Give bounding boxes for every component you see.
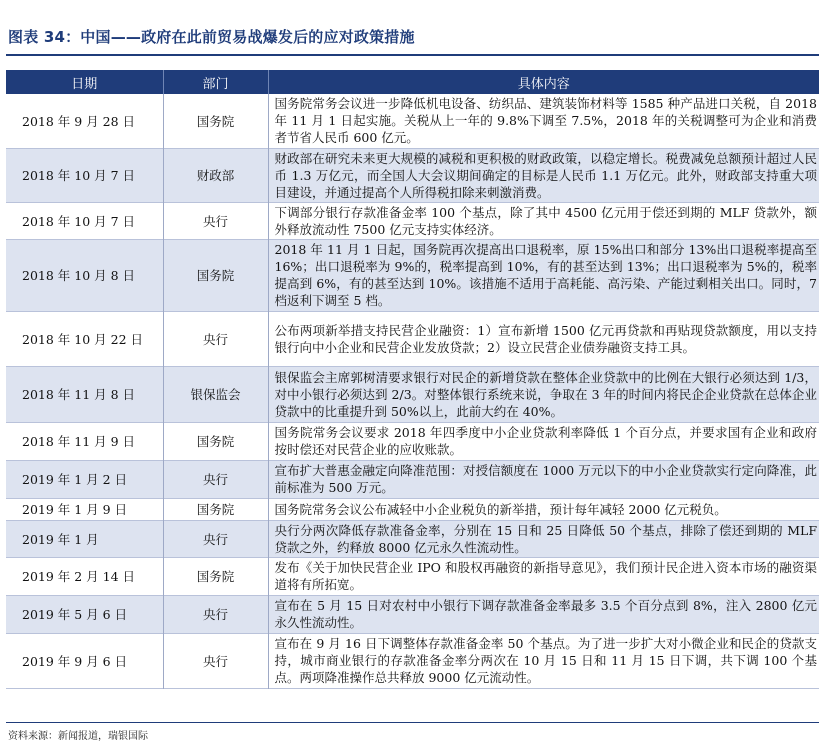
row-content: 公布两项新举措支持民营企业融资：1）宣布新增 1500 亿元再贷款和再贴现贷款额度，用以支持银行向中小企业和民营企业发放贷款；2）设立民营企业债券融资支持工具。 xyxy=(268,311,819,366)
row-content: 宣布扩大普惠金融定向降准范围：对授信额度在 1000 万元以下的中小企业贷款实行定向降准，此前标准为 500 万元。 xyxy=(268,460,819,498)
row-dept: 国务院 xyxy=(163,94,268,148)
row-content: 宣布在 5 月 15 日对农村中小银行下调存款准备金率最多 3.5 个百分点到 8%，注入 2800 亿元永久性流动性。 xyxy=(268,595,819,633)
table-row xyxy=(6,311,819,366)
policy-table xyxy=(6,70,819,689)
row-dept: 央行 xyxy=(163,202,268,239)
table-row xyxy=(6,366,819,422)
row-date: 2019 年 1 月 9 日 xyxy=(6,498,163,520)
table-row xyxy=(6,498,819,520)
row-dept: 央行 xyxy=(163,520,268,557)
row-dept: 国务院 xyxy=(163,239,268,311)
row-dept: 财政部 xyxy=(163,148,268,202)
source-note: 资料来源：新闻报道，瑞银国际 xyxy=(8,731,148,742)
row-date: 2019 年 1 月 xyxy=(6,520,163,557)
row-dept: 央行 xyxy=(163,595,268,633)
row-content: 下调部分银行存款准备金率 100 个基点，除了其中 4500 亿元用于偿还到期的 MLF 贷款外，额外释放流动性 7500 亿元支持实体经济。 xyxy=(268,202,819,239)
row-dept: 银保监会 xyxy=(163,366,268,422)
row-content: 财政部在研究未来更大规模的减税和更积极的财政政策，以稳定增长。税费减免总额预计超过人民币 1.3 万亿元，而全国人大会议期间确定的目标是人民币 1.1 万亿元。此外，财政部支持重大项目建设，并通过提高个人所得税扣除来刺激消费。 xyxy=(268,148,819,202)
row-date: 2018 年 11 月 9 日 xyxy=(6,422,163,460)
row-content: 发布《关于加快民营企业 IPO 和股权再融资的新指导意见》，我们预计民企进入资本市场的融资渠道将有所拓宽。 xyxy=(268,557,819,595)
title-divider xyxy=(6,54,819,56)
row-dept: 央行 xyxy=(163,311,268,366)
figure-title: 图表 34：中国——政府在此前贸易战爆发后的应对政策措施 xyxy=(8,28,415,46)
row-date: 2019 年 9 月 6 日 xyxy=(6,633,163,688)
table-row xyxy=(6,239,819,311)
row-content: 2018 年 11 月 1 日起，国务院再次提高出口退税率，原 15%出口和部分 13%出口退税率提高至 16%；出口退税率为 9%的，税率提高到 10%，有的甚至达到 13%；出口退税率为 5%的，税率提高到 6%，有的甚至达到 10%。该措施不适用于高耗能、高污染、产能过剩相关出口。同时，7 档返利下调至 5 档。 xyxy=(268,239,819,311)
row-date: 2018 年 11 月 8 日 xyxy=(6,366,163,422)
table-row xyxy=(6,633,819,688)
header-date: 日期 xyxy=(6,70,163,94)
row-date: 2018 年 10 月 8 日 xyxy=(6,239,163,311)
row-date: 2019 年 2 月 14 日 xyxy=(6,557,163,595)
table-header-row xyxy=(6,70,819,94)
table-row xyxy=(6,148,819,202)
table-row xyxy=(6,557,819,595)
row-content: 国务院常务会议进一步降低机电设备、纺织品、建筑装饰材料等 1585 种产品进口关税，自 2018 年 11 月 1 日起实施。关税从上一年的 9.8%下调至 7.5%，2018 年的关税调整可为企业和消费者节省人民币 600 亿元。 xyxy=(268,94,819,148)
row-dept: 央行 xyxy=(163,633,268,688)
table-row xyxy=(6,520,819,557)
header-dept: 部门 xyxy=(163,70,268,94)
row-date: 2019 年 1 月 2 日 xyxy=(6,460,163,498)
table-row xyxy=(6,202,819,239)
bottom-divider xyxy=(6,722,819,723)
row-date: 2018 年 10 月 7 日 xyxy=(6,148,163,202)
row-content: 央行分两次降低存款准备金率，分别在 15 日和 25 日降低 50 个基点，排除了偿还到期的 MLF 贷款之外，约释放 8000 亿元永久性流动性。 xyxy=(268,520,819,557)
row-dept: 央行 xyxy=(163,460,268,498)
table-row xyxy=(6,460,819,498)
row-content: 国务院常务会议要求 2018 年四季度中小企业贷款利率降低 1 个百分点，并要求国有企业和政府按时偿还对民营企业的应收账款。 xyxy=(268,422,819,460)
table-row xyxy=(6,595,819,633)
table-row xyxy=(6,94,819,148)
row-date: 2018 年 10 月 7 日 xyxy=(6,202,163,239)
row-dept: 国务院 xyxy=(163,498,268,520)
table-row xyxy=(6,422,819,460)
header-content: 具体内容 xyxy=(268,70,819,94)
row-date: 2018 年 9 月 28 日 xyxy=(6,94,163,148)
row-dept: 国务院 xyxy=(163,422,268,460)
row-content: 宣布在 9 月 16 日下调整体存款准备金率 50 个基点。为了进一步扩大对小微企业和民企的贷款支持，城市商业银行的存款准备金率分两次在 10 月 15 日和 11 月 15 日下调，共下调 100 个基点。两项降准操作总共释放 9000 亿元流动性。 xyxy=(268,633,819,688)
row-dept: 国务院 xyxy=(163,557,268,595)
row-date: 2019 年 5 月 6 日 xyxy=(6,595,163,633)
row-content: 国务院常务会议公布减轻中小企业税负的新举措，预计每年减轻 2000 亿元税负。 xyxy=(268,498,819,520)
row-content: 银保监会主席郭树清要求银行对民企的新增贷款在整体企业贷款中的比例在大银行必须达到 1/3，对中小银行必须达到 2/3。对整体银行系统来说，争取在 3 年的时间内将民企企业贷款在总体企业贷款中的比重提升到 50%以上，此前大约在 40%。 xyxy=(268,366,819,422)
row-date: 2018 年 10 月 22 日 xyxy=(6,311,163,366)
